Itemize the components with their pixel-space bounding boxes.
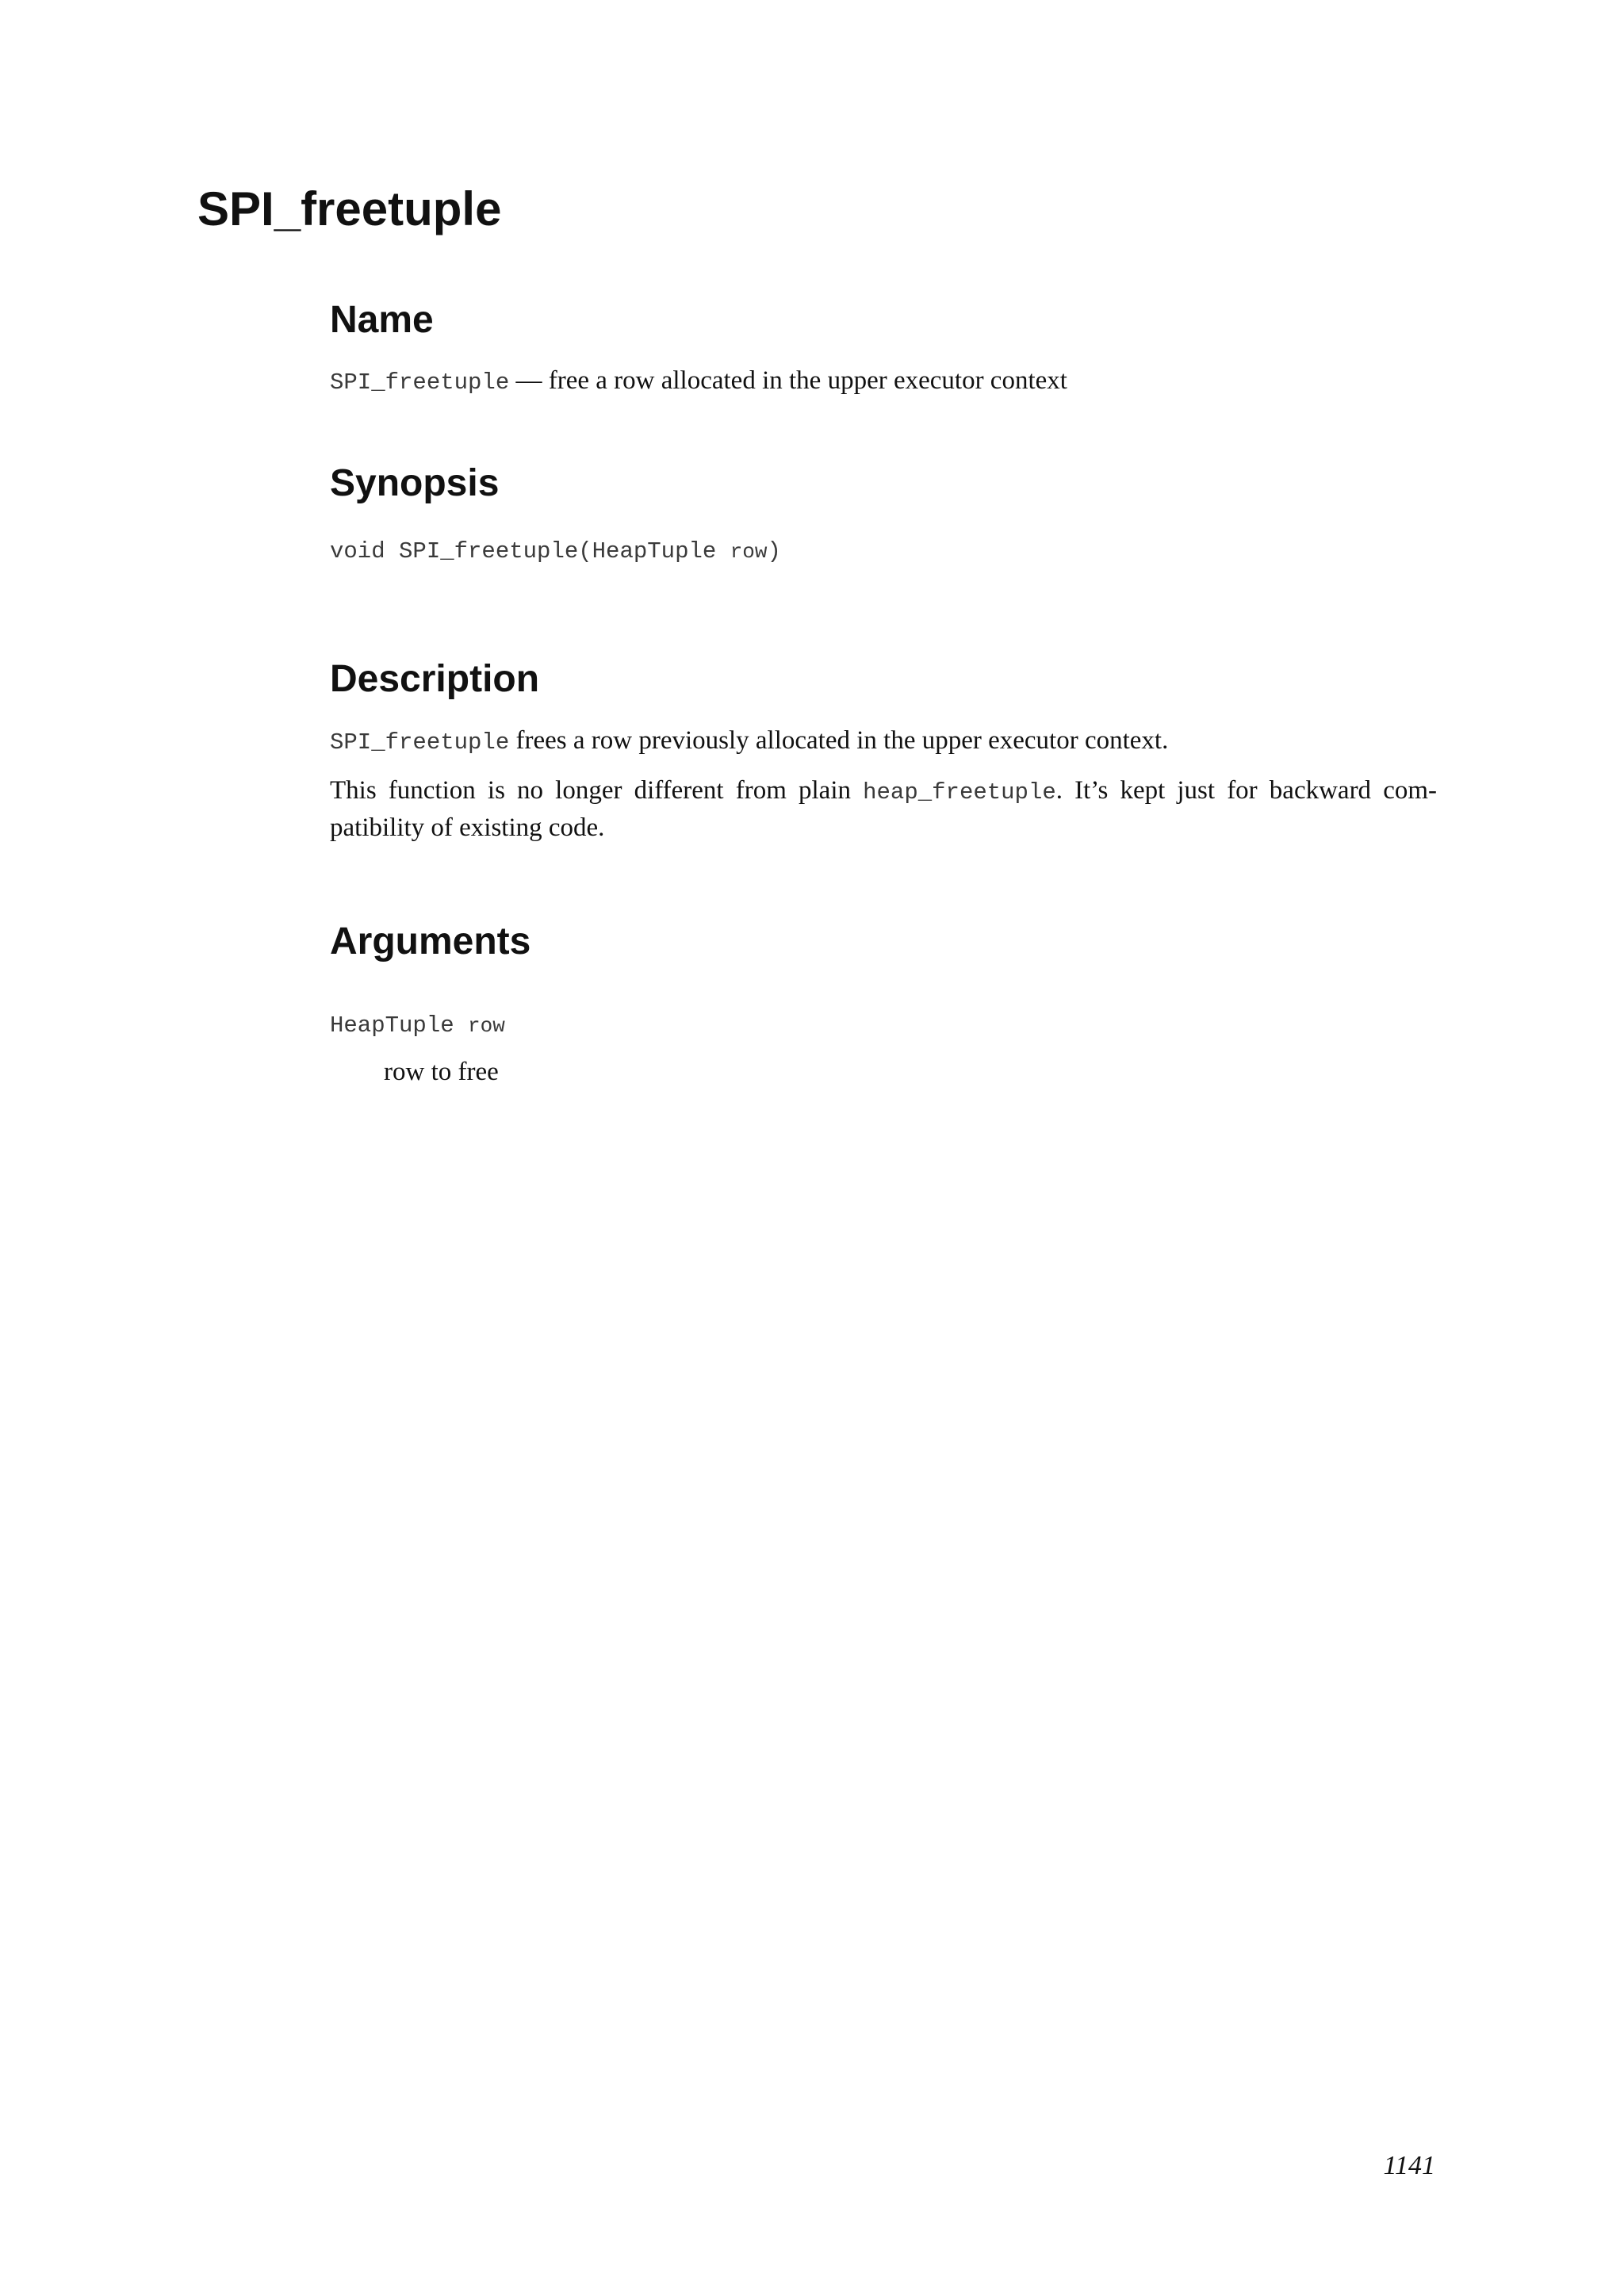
argument-description: row to free <box>384 1058 499 1086</box>
function-name: SPI_freetuple <box>330 369 510 396</box>
page-title: SPI_freetuple <box>197 182 502 235</box>
synopsis-signature <box>330 536 781 568</box>
argument-term <box>330 1010 505 1042</box>
signature-param: row <box>730 540 768 564</box>
synopsis-heading: Synopsis <box>330 462 500 504</box>
signature-prefix: void SPI_freetuple(HeapTuple <box>330 538 730 564</box>
argument-type: HeapTuple <box>330 1012 469 1039</box>
description-function-ref: SPI_freetuple <box>330 729 510 756</box>
description-paragraph-2 <box>330 773 1437 846</box>
name-heading: Name <box>330 299 434 341</box>
description-heading: Description <box>330 658 540 700</box>
description-paragraph-1 <box>330 723 1437 760</box>
name-line <box>330 363 1437 400</box>
function-summary: free a row allocated in the upper executor context <box>548 366 1067 395</box>
arguments-heading: Arguments <box>330 920 531 962</box>
signature-suffix: ) <box>767 538 781 564</box>
description-p2-before: This function is no longer different from plain <box>330 776 864 805</box>
heap-freetuple-ref: heap_freetuple <box>863 779 1056 806</box>
description-p1-text: frees a row previously allocated in the upper executor context. <box>509 726 1169 755</box>
description-p2-after: . It’s kept just for backward com-patibility of existing code. <box>330 776 1437 842</box>
argument-param: row <box>468 1014 505 1038</box>
name-separator: — <box>509 366 549 395</box>
page-number: 1141 <box>1383 2151 1435 2180</box>
